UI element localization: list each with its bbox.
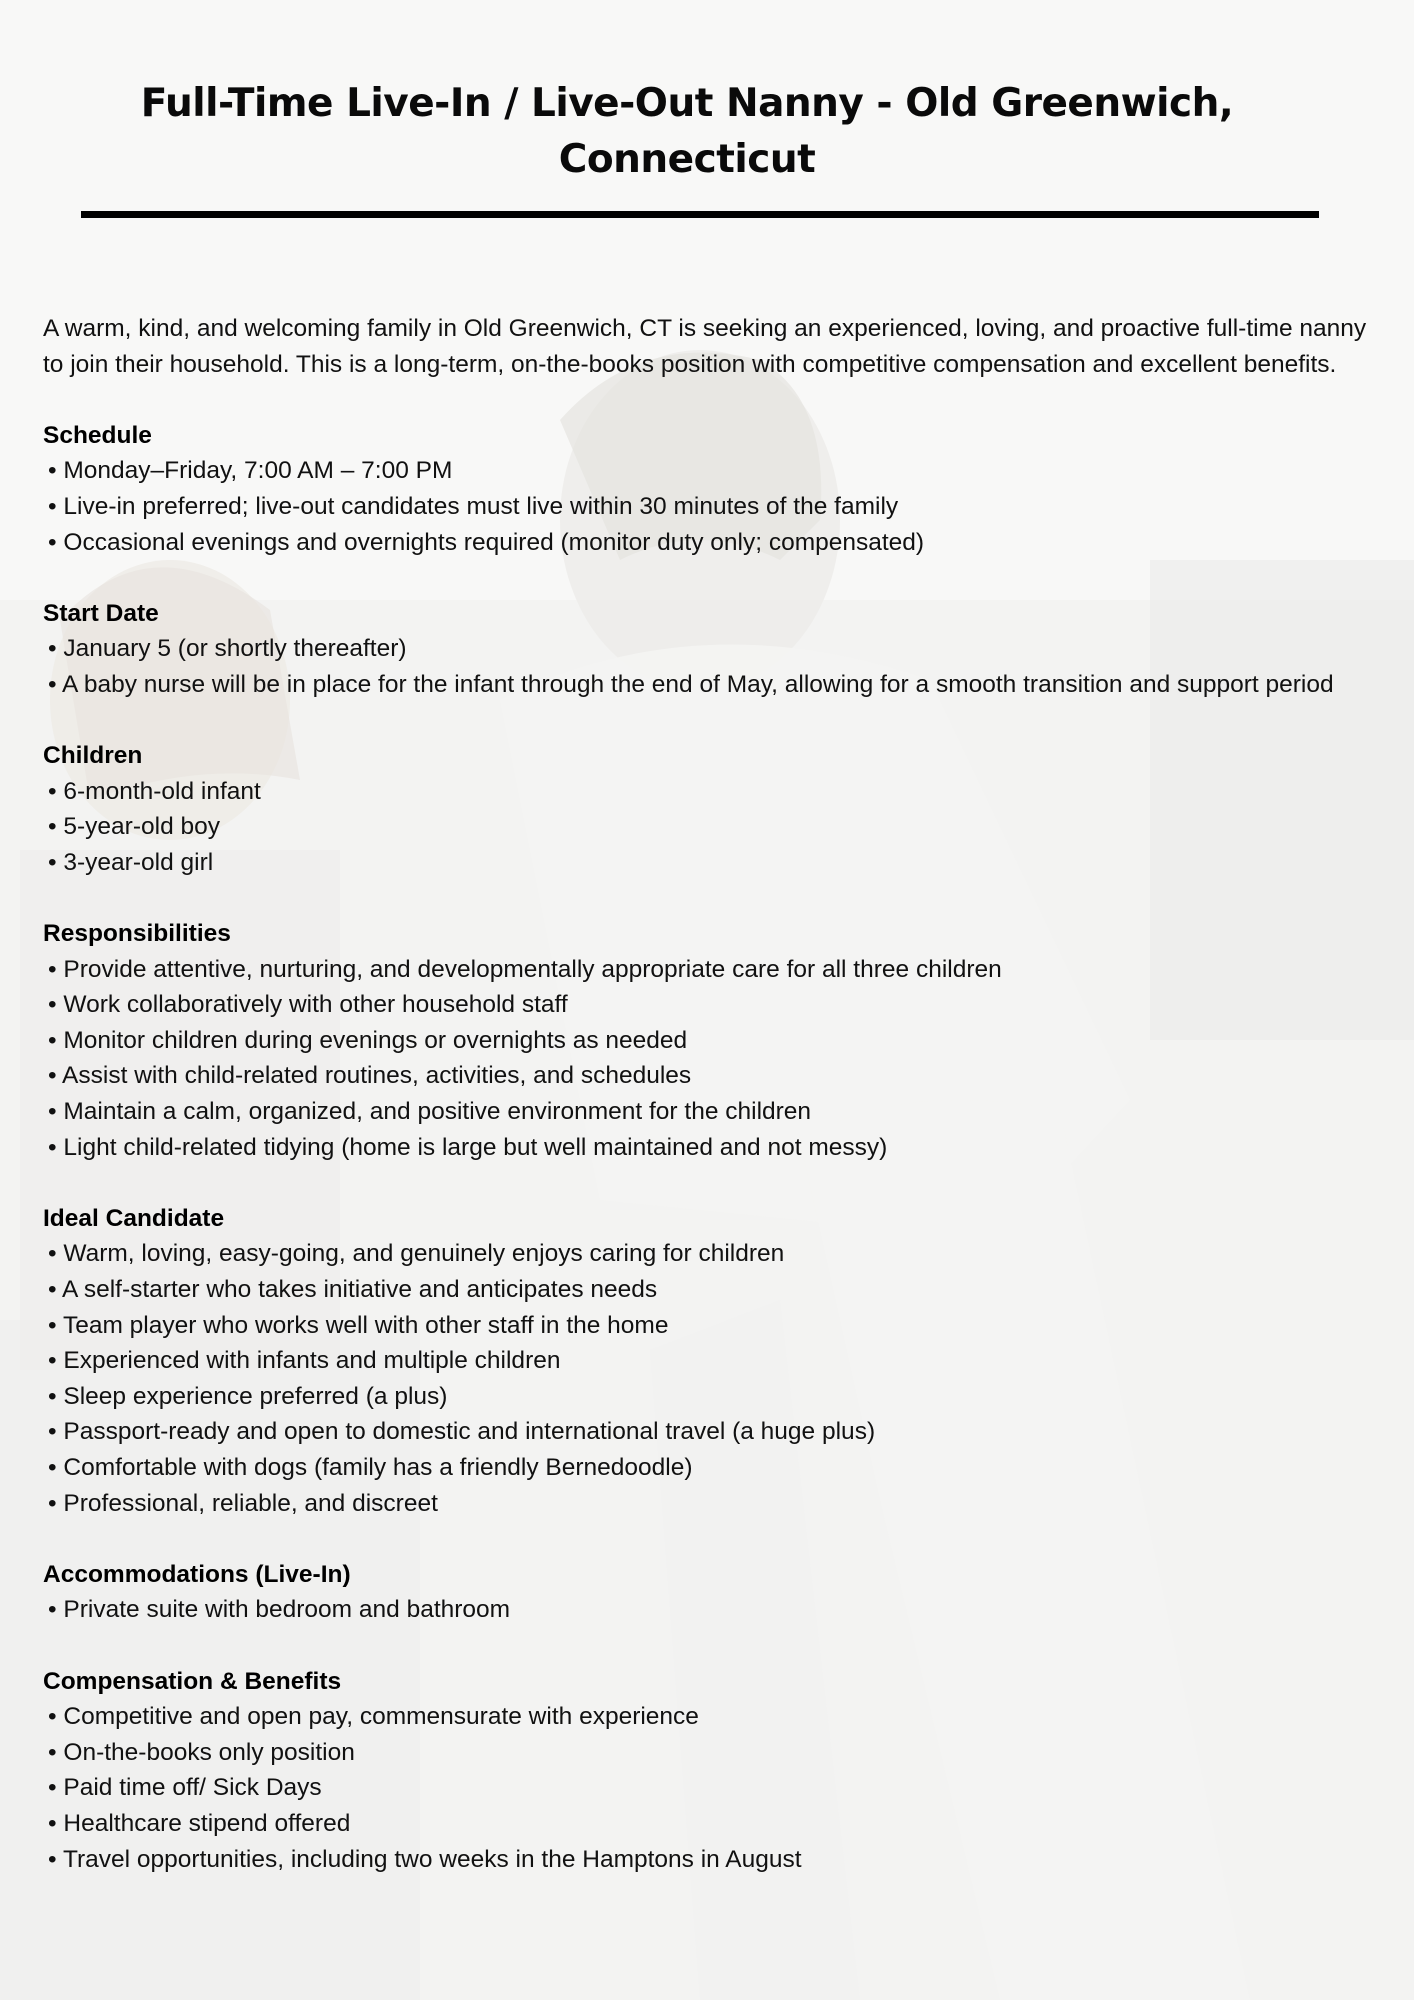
bullet-glyph: • (48, 1738, 57, 1766)
bullet-glyph: • (48, 1418, 57, 1446)
bullet-glyph: • (48, 813, 57, 841)
bullet-glyph: • (48, 1845, 57, 1873)
list-item (43, 1236, 1378, 1272)
section-schedule (43, 418, 1378, 560)
list-item-text: Warm, loving, easy-going, and genuinely enjoys caring for children (63, 1240, 785, 1268)
bullet-list (43, 774, 1378, 881)
list-item (43, 525, 1378, 561)
bullet-glyph: • (48, 1489, 57, 1517)
bullet-glyph: • (48, 848, 57, 876)
list-item (43, 1486, 1378, 1522)
bullet-glyph: • (48, 991, 57, 1019)
list-item-text: On-the-books only position (63, 1738, 355, 1766)
list-item-text: Healthcare stipend offered (63, 1809, 351, 1837)
bullet-glyph: • (48, 777, 57, 805)
bullet-glyph: • (48, 1809, 57, 1837)
section-accommodations (43, 1557, 1378, 1628)
section-compensation-benefits (43, 1664, 1378, 1878)
section-heading: Children (43, 742, 143, 770)
bullet-glyph: • (48, 1596, 57, 1624)
title-line-2: Connecticut (558, 137, 816, 182)
list-item-text: Sleep experience preferred (a plus) (63, 1382, 448, 1410)
bullet-list (43, 1592, 1378, 1628)
title-divider (81, 211, 1319, 218)
section-heading: Ideal Candidate (43, 1204, 225, 1232)
bullet-list (43, 1236, 1378, 1521)
list-item-text: Paid time off/ Sick Days (63, 1774, 322, 1802)
section-heading: Accommodations (Live-In) (43, 1560, 351, 1588)
list-item (43, 1806, 1378, 1842)
list-item (43, 1770, 1378, 1806)
list-item (43, 845, 1378, 881)
list-item (43, 1272, 1378, 1308)
list-item (43, 774, 1378, 810)
list-item-text: Professional, reliable, and discreet (63, 1489, 438, 1517)
list-item-text: Travel opportunities, including two weeks in the Hamptons in August (62, 1845, 802, 1873)
section-heading: Compensation & Benefits (43, 1667, 342, 1695)
bullet-list (43, 952, 1378, 1166)
bullet-glyph: • (48, 1347, 57, 1375)
list-item-text: Occasional evenings and overnights required (monitor duty only; compensated) (63, 528, 925, 556)
bullet-glyph: • (48, 1382, 57, 1410)
section-start-date (43, 596, 1378, 703)
list-item (43, 1842, 1378, 1878)
list-item-text: A baby nurse will be in place for the infant through the end of May, allowing for a smooth transition and support period (62, 670, 1334, 698)
list-item-text: Maintain a calm, organized, and positive environment for the children (63, 1098, 812, 1126)
list-item-text: Monday–Friday, 7:00 AM – 7:00 PM (63, 457, 453, 485)
bullet-list (43, 1699, 1378, 1877)
list-item (43, 1699, 1378, 1735)
bullet-glyph: • (48, 1062, 57, 1090)
bullet-glyph: • (48, 635, 57, 663)
section-ideal-candidate (43, 1201, 1378, 1521)
bullet-list (43, 453, 1378, 560)
page-title (120, 76, 1254, 188)
list-item-text: Monitor children during evenings or overnights as needed (63, 1026, 688, 1054)
list-item-text: 5-year-old boy (63, 813, 220, 841)
bullet-glyph: • (48, 1240, 57, 1268)
section-children (43, 738, 1378, 880)
list-item (43, 1023, 1378, 1059)
list-item-text: Provide attentive, nurturing, and developmentally appropriate care for all three children (63, 955, 1002, 983)
list-item-text: Private suite with bedroom and bathroom (63, 1596, 511, 1624)
section-responsibilities (43, 916, 1378, 1165)
bullet-glyph: • (48, 528, 57, 556)
list-item (43, 1414, 1378, 1450)
list-item-text: Assist with child-related routines, activities, and schedules (62, 1062, 692, 1090)
list-item-text: Work collaboratively with other household staff (63, 991, 568, 1019)
list-item-text: Competitive and open pay, commensurate with experience (63, 1703, 699, 1731)
section-heading: Start Date (43, 599, 159, 627)
intro-paragraph: A warm, kind, and welcoming family in Old Greenwich, CT is seeking an experienced, loving, and proactive full-time nanny to join their household. This is a long-term, on-the-books position with competitive compensation and excellent benefits. (43, 315, 1367, 378)
list-item (43, 987, 1378, 1023)
list-item-text: Experienced with infants and multiple children (63, 1347, 561, 1375)
bullet-glyph: • (48, 1276, 57, 1304)
posting-content (43, 311, 1378, 1877)
bullet-glyph: • (48, 1133, 57, 1161)
bullet-glyph: • (48, 1774, 57, 1802)
list-item (43, 1058, 1378, 1094)
list-item-text: Live-in preferred; live-out candidates must live within 30 minutes of the family (63, 492, 899, 520)
list-item (43, 809, 1378, 845)
list-item (43, 631, 1378, 667)
list-item-text: Team player who works well with other staff in the home (62, 1311, 669, 1339)
list-item (43, 1592, 1378, 1628)
bullet-glyph: • (48, 1311, 57, 1339)
list-item (43, 1735, 1378, 1771)
bullet-list (43, 631, 1378, 702)
bullet-glyph: • (48, 1026, 57, 1054)
section-heading: Responsibilities (43, 920, 231, 948)
list-item (43, 1130, 1378, 1166)
list-item-text: A self-starter who takes initiative and anticipates needs (62, 1276, 658, 1304)
list-item-text: Comfortable with dogs (family has a friendly Bernedoodle) (63, 1454, 693, 1481)
list-item-text: 6-month-old infant (63, 777, 261, 805)
bullet-glyph: • (48, 955, 57, 983)
list-item-text: Passport-ready and open to domestic and international travel (a huge plus) (63, 1418, 876, 1446)
bullet-glyph: • (48, 1098, 57, 1126)
list-item (43, 667, 1378, 703)
list-item (43, 952, 1378, 988)
list-item (43, 1450, 1378, 1486)
list-item (43, 489, 1378, 525)
section-heading: Schedule (43, 421, 152, 449)
bullet-glyph: • (48, 670, 57, 698)
list-item-text: 3-year-old girl (63, 848, 214, 876)
bullet-glyph: • (48, 1703, 57, 1731)
list-item (43, 1308, 1378, 1344)
list-item (43, 1379, 1378, 1415)
bullet-glyph: • (48, 1454, 57, 1481)
list-item (43, 453, 1378, 489)
list-item (43, 1094, 1378, 1130)
bullet-glyph: • (48, 457, 57, 485)
list-item (43, 1343, 1378, 1379)
list-item-text: January 5 (or shortly thereafter) (63, 635, 407, 663)
list-item-text: Light child-related tidying (home is large but well maintained and not messy) (63, 1133, 888, 1161)
bullet-glyph: • (48, 492, 57, 520)
title-line-1: Full-Time Live-In / Live-Out Nanny - Old Greenwich, (140, 81, 1234, 126)
